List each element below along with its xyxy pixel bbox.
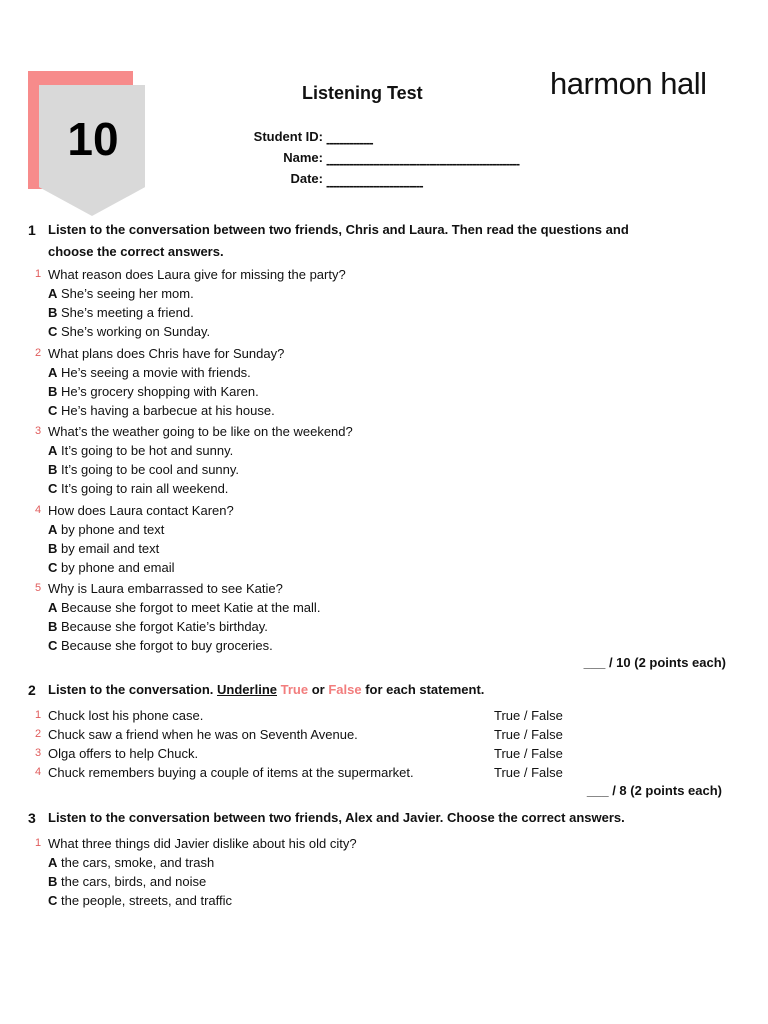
answer-option[interactable]: [48, 600, 320, 615]
statement-text: Chuck remembers buying a couple of items at the supermarket.: [48, 765, 414, 780]
option-text: She’s working on Sunday.: [57, 324, 211, 339]
true-false-choice[interactable]: True / False: [494, 746, 563, 761]
question-text: What reason does Laura give for missing the party?: [48, 267, 346, 282]
section-1-number: 1: [28, 222, 36, 238]
answer-option[interactable]: [48, 286, 194, 301]
option-letter: B: [48, 619, 58, 634]
section-3-number: 3: [28, 810, 36, 826]
section-2-number: 2: [28, 682, 36, 698]
option-letter: A: [48, 286, 58, 301]
true-false-choice[interactable]: True / False: [494, 708, 563, 723]
student-id-field[interactable]: --------------: [326, 135, 373, 150]
statement-text: Chuck saw a friend when he was on Seventh Avenue.: [48, 727, 358, 742]
answer-option[interactable]: [48, 619, 268, 634]
question-text: How does Laura contact Karen?: [48, 502, 234, 518]
statement-number: 2: [35, 728, 42, 740]
answer-option[interactable]: [48, 874, 206, 889]
option-text: He’s grocery shopping with Karen.: [57, 383, 259, 399]
option-text: She’s meeting a friend.: [57, 305, 194, 320]
answer-option[interactable]: [48, 541, 159, 556]
true-false-choice[interactable]: True / False: [494, 765, 563, 780]
answer-option[interactable]: [48, 522, 164, 537]
answer-option[interactable]: [48, 305, 194, 320]
option-letter: C: [48, 893, 58, 908]
brand-logo: harmon hall: [550, 66, 707, 101]
question-text: What plans does Chris have for Sunday?: [48, 345, 285, 361]
section-1-instruction: Listen to the conversation between two friends, Chris and Laura. Then read the questions and choose the correct answers.: [48, 222, 629, 259]
answer-option[interactable]: [48, 365, 251, 380]
answer-option[interactable]: [48, 638, 273, 653]
option-letter: C: [48, 638, 58, 653]
student-id-label: Student ID:: [253, 129, 323, 144]
option-letter: C: [48, 402, 58, 418]
question-number: 1: [35, 837, 42, 849]
option-letter: B: [48, 383, 58, 399]
statement-text: Chuck lost his phone case.: [48, 708, 204, 723]
answer-option[interactable]: [48, 403, 275, 418]
option-letter: B: [48, 540, 58, 556]
option-letter: C: [48, 559, 58, 575]
date-field[interactable]: -----------------------------: [326, 178, 423, 193]
question-text: What’s the weather going to be like on the weekend?: [48, 424, 353, 439]
option-letter: C: [48, 324, 58, 339]
option-text: by phone and email: [57, 559, 175, 575]
option-text: It’s going to be hot and sunny.: [57, 443, 234, 458]
option-text: Because she forgot to buy groceries.: [57, 638, 273, 653]
answer-option[interactable]: [48, 384, 259, 399]
statement-number: 3: [35, 747, 42, 759]
answer-option[interactable]: [48, 855, 214, 870]
option-text: He’s having a barbecue at his house.: [57, 402, 275, 418]
question-text: Why is Laura embarrassed to see Katie?: [48, 581, 283, 596]
statement-number: 1: [35, 709, 42, 721]
option-text: the people, streets, and traffic: [57, 893, 233, 908]
answer-option[interactable]: [48, 481, 228, 496]
answer-option[interactable]: [48, 560, 174, 575]
option-text: It’s going to be cool and sunny.: [57, 462, 240, 477]
name-label: Name:: [283, 150, 323, 165]
option-text: by phone and text: [57, 521, 165, 537]
answer-option[interactable]: [48, 893, 232, 908]
page-title: Listening Test: [302, 83, 423, 103]
option-letter: B: [48, 874, 58, 889]
option-text: Because she forgot to meet Katie at the mall.: [57, 600, 321, 615]
option-text: She’s seeing her mom.: [57, 286, 194, 301]
option-letter: A: [48, 364, 58, 380]
test-number: 10: [67, 113, 119, 165]
question-text: What three things did Javier dislike about his old city?: [48, 836, 357, 851]
question-number: 1: [35, 268, 42, 280]
option-letter: A: [48, 600, 58, 615]
statement-number: 4: [35, 766, 42, 778]
option-letter: C: [48, 481, 58, 496]
option-letter: A: [48, 521, 58, 537]
name-field[interactable]: ----------------------------------------------------------: [326, 156, 520, 171]
option-text: by email and text: [57, 540, 160, 556]
option-letter: A: [48, 443, 58, 458]
answer-option[interactable]: [48, 324, 210, 339]
section-2-instruction: Listen to the conversation. Underline True or False for each statement.: [48, 682, 485, 697]
true-false-choice[interactable]: True / False: [494, 727, 563, 742]
question-number: 4: [35, 503, 42, 516]
answer-option[interactable]: [48, 462, 239, 477]
statement-text: Olga offers to help Chuck.: [48, 746, 199, 761]
option-text: the cars, smoke, and trash: [57, 855, 215, 870]
option-letter: A: [48, 855, 58, 870]
answer-option[interactable]: [48, 443, 233, 458]
option-letter: B: [48, 305, 58, 320]
option-text: Because she forgot Katie’s birthday.: [57, 619, 268, 634]
option-text: the cars, birds, and noise: [57, 874, 207, 889]
option-letter: B: [48, 462, 58, 477]
section-2-score: ___ / 8 (2 points each): [586, 783, 722, 798]
question-number: 2: [35, 346, 42, 359]
option-text: He’s seeing a movie with friends.: [57, 364, 251, 380]
question-number: 5: [35, 582, 42, 594]
section-3-instruction: Listen to the conversation between two friends, Alex and Javier. Choose the correct answers.: [48, 810, 625, 825]
section-1-score: ___ / 10 (2 points each): [583, 655, 726, 670]
date-label: Date:: [290, 171, 323, 186]
option-text: It’s going to rain all weekend.: [57, 481, 229, 496]
question-number: 3: [35, 425, 42, 437]
